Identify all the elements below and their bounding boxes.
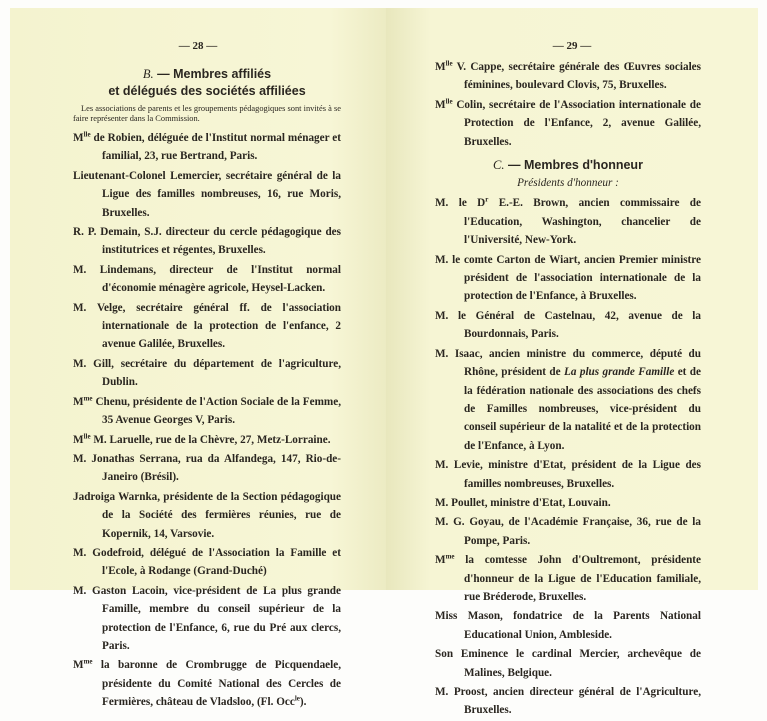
right-text-column (435, 58, 701, 721)
entry-text: M. le comte Carton de Wiart, ancien Premier ministre président de l'association internationale de la protection de l'Enfance, à Bruxelles. (435, 253, 701, 303)
entry-superscript: me (83, 657, 93, 666)
entry-text: M. G. Goyau, de l'Académie Française, 36, rue de la Pompe, Paris. (435, 516, 701, 547)
entry-italic: La plus grande Famille (564, 366, 675, 379)
entry-text: Jadroiga Warnka, présidente de la Section pédagogique de la Société des fermières réunies, rue de Kopernik, 14, Varsovie. (73, 490, 341, 540)
left-text-column (73, 66, 341, 713)
list-item (73, 299, 341, 354)
entry-superscript: me (445, 552, 455, 561)
section-subtitle: Présidents d'honneur : (517, 177, 619, 190)
list-item (435, 96, 701, 151)
honorary-member-list (435, 194, 701, 719)
right-page (386, 8, 758, 717)
section-title-line1: — Membres affiliés (157, 67, 272, 81)
entry-text: M. Velge, secrétaire général ff. de l'association internationale de la protection de l'enfance, 2 avenue Galilée, Bruxelles. (73, 301, 341, 351)
list-item (435, 345, 701, 455)
section-b-title (73, 66, 341, 100)
entry-text: M. Lindemans, directeur de l'Institut normal d'économie ménagère agricole, Heysel-Lacken. (73, 263, 341, 295)
entry-superscript: lle (445, 97, 453, 106)
entry-text: M. Jonathas Serrana, rua da Alfandega, 147, Rio-de-Janeiro (Brésil). (73, 452, 341, 484)
list-item (435, 456, 701, 493)
entry-superscript: lle (445, 59, 453, 68)
entry-text: Colin, secrétaire de l'Association internationale de Protection de l'Enfance, 2, avenue Galilée, Bruxelles. (452, 98, 701, 148)
list-item (73, 129, 341, 166)
entry-prefix: M (435, 61, 446, 73)
list-item (73, 656, 341, 711)
list-item (435, 58, 701, 95)
list-item (435, 645, 701, 682)
entry-prefix: M (73, 433, 84, 446)
entry-text: V. Cappe, secrétaire générale des Œuvres sociales féminines, boulevard Clovis, 75, Bruxelles. (452, 61, 701, 92)
entry-text: M. Proost, ancien directeur général de l'Agriculture, Bruxelles. (435, 686, 701, 717)
list-item (73, 582, 341, 656)
list-item (435, 513, 701, 550)
entry-superscript: lle (83, 431, 91, 440)
entry-prefix: M (73, 395, 84, 408)
section-letter: C. (493, 158, 505, 173)
entry-text: Miss Mason, fondatrice de la Parents National Educational Union, Ambleside. (435, 610, 701, 641)
list-item (435, 307, 701, 344)
page-number: — 28 — (178, 40, 218, 52)
list-item (73, 261, 341, 298)
list-item (73, 431, 341, 449)
entry-superscript: le (294, 694, 300, 703)
entry-prefix: M (73, 659, 84, 672)
section-title-line2: et délégués des sociétés affiliées (108, 84, 306, 98)
entry-text: M. Gill, secrétaire du département de l'agriculture, Dublin. (73, 357, 341, 389)
entry-prefix: M. le D (435, 197, 486, 210)
list-item (73, 167, 341, 222)
list-item (435, 494, 701, 512)
left-page (10, 8, 386, 709)
entry-text: M. Laruelle, rue de la Chèvre, 27, Metz-Lorraine. (90, 433, 331, 446)
section-letter: B. (142, 67, 154, 81)
list-item (435, 551, 701, 606)
entry-prefix: M (435, 554, 446, 567)
entry-text: M. Gaston Lacoin, vice-président de La plus grande Famille, membre du conseil supérieur de la protection de l'Enfance, 6, rue du Pré aux clercs, Paris. (73, 584, 341, 652)
list-item (73, 223, 341, 260)
entry-superscript: me (83, 393, 93, 402)
entry-text: la baronne de Crombrugge de Picquendaele, présidente du Comité National des Cercles de Fermières, château de Vladsloo, (Fl. Occ (92, 659, 341, 709)
list-item (73, 544, 341, 581)
entry-text-end: et de la fédération nationale des associations des chefs de Familles nombreuses, vice-président du conseil supérieur de la natalité et de la protection de l'Enfance, à Lyon. (464, 366, 701, 452)
page-number: — 29 — (552, 40, 592, 52)
list-item (73, 488, 341, 543)
entry-text: Son Eminence le cardinal Mercier, archevêque de Malines, Belgique. (435, 648, 701, 679)
section-title: — Membres d'honneur (508, 158, 643, 173)
list-item (73, 393, 341, 430)
entry-text: Lieutenant-Colonel Lemercier, secrétaire général de la Ligue des familles nombreuses, 16, rue Moris, Bruxelles. (73, 169, 341, 219)
entry-text: Chenu, présidente de l'Action Sociale de la Femme, 35 Avenue Georges V, Paris. (92, 395, 341, 427)
entry-superscript: r (485, 195, 489, 204)
list-item (435, 607, 701, 644)
entry-text: M. le Général de Castelnau, 42, avenue de la Bourdonnais, Paris. (435, 309, 701, 341)
entry-text: R. P. Demain, S.J. directeur du cercle pédagogique des institutrices et régentes, Bruxelles. (73, 226, 341, 257)
entry-text: la comtesse John d'Oultremont, présidente d'honneur de la Ligue de l'Education familiale, rue Bréderode, Bruxelles. (454, 554, 701, 603)
entry-text: M. Isaac, ancien ministre du commerce, député du Rhône, président de (435, 347, 701, 379)
entry-text: M. Poullet, ministre d'Etat, Louvain. (435, 496, 611, 509)
entry-text-end: ). (299, 696, 307, 709)
entry-text: E.-E. Brown, ancien commissaire de l'Education, Washington, chancelier de l'Université, New-York. (464, 197, 701, 247)
entry-text: M. Godefroid, délégué de l'Association la Famille et l'Ecole, à Rodange (Grand-Duché) (73, 546, 341, 578)
entry-superscript: lle (83, 130, 91, 139)
entry-text: M. Levie, ministre d'Etat, président de la Ligue des familles nombreuses, Bruxelles. (435, 459, 701, 490)
list-item (435, 683, 701, 720)
section-c-title (435, 157, 701, 174)
member-list (435, 58, 701, 151)
entry-text: de Robien, déléguée de l'Institut normal ménager et familial, 23, rue Bertrand, Paris. (90, 132, 341, 163)
entry-prefix: M (73, 132, 84, 144)
list-item (435, 251, 701, 306)
list-item (73, 450, 341, 487)
entry-prefix: M (435, 98, 446, 111)
list-item (435, 194, 701, 249)
member-list (73, 129, 341, 712)
list-item (73, 355, 341, 392)
section-note: Les associations de parents et les groupements pédagogiques sont invités à se faire représenter dans la Commission. (73, 104, 341, 123)
